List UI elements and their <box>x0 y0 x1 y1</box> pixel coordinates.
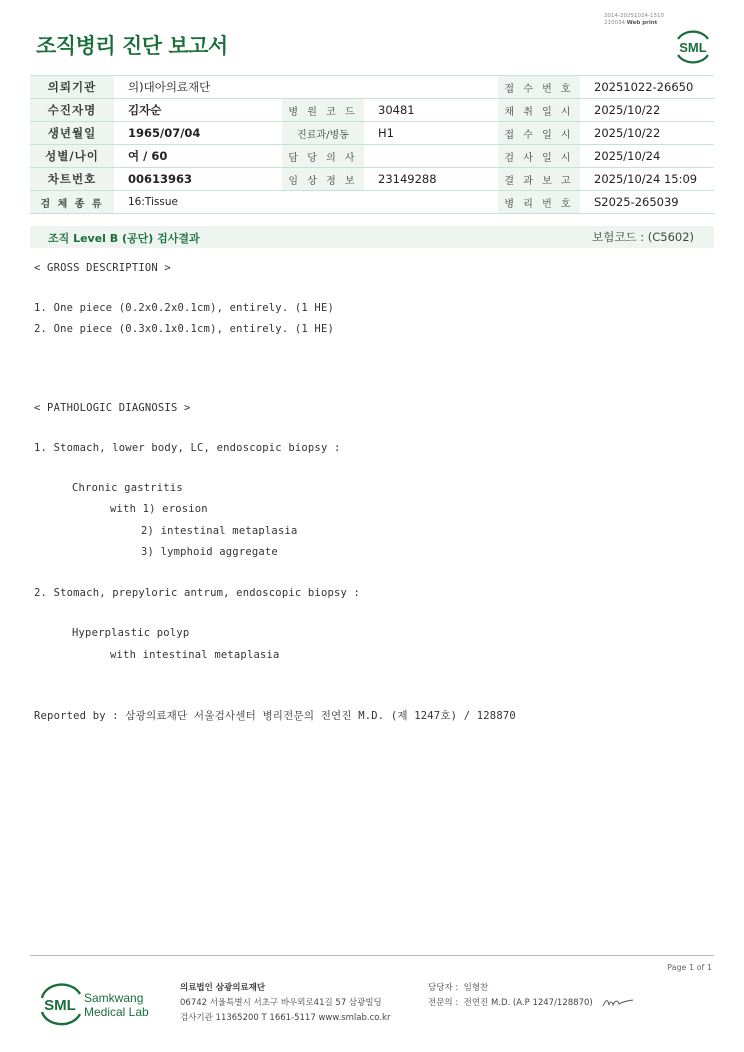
table-row <box>30 191 714 214</box>
section-title: 조직 Level B (공단) 검사결과 <box>48 232 200 245</box>
label-hospital-code: 병 원 코 드 <box>282 99 364 122</box>
specialist-label: 전문의 : <box>428 998 459 1008</box>
label-test-date: 검 사 일 시 <box>498 145 580 168</box>
value-test-date: 2025/10/24 <box>580 145 714 168</box>
label-pathology-number: 병 리 번 호 <box>498 191 580 214</box>
value-attending-physician <box>364 145 498 168</box>
footer-logo-line2: Medical Lab <box>84 1005 149 1019</box>
footer-organization-info <box>180 981 390 1026</box>
gross-item-1: 1. One piece (0.2x0.2x0.1cm), entirely. (1 HE) <box>34 302 334 314</box>
value-collection-date: 2025/10/22 <box>580 99 714 122</box>
label-sex-age: 성별/나이 <box>30 145 114 168</box>
value-requesting-institution: 의)대아의료재단 <box>114 76 498 99</box>
diagnosis-1-with-2: 2) intestinal metaplasia <box>141 525 298 537</box>
value-department-ward: H1 <box>364 122 498 145</box>
footer-divider <box>30 955 714 956</box>
label-department-ward: 진료과/병동 <box>282 122 364 145</box>
label-clinical-info: 임 상 정 보 <box>282 168 364 191</box>
value-result-report: 2025/10/24 15:09 <box>580 168 714 191</box>
diagnosis-2-with: with intestinal metaplasia <box>110 649 280 661</box>
diagnosis-1-site: 1. Stomach, lower body, LC, endoscopic biopsy : <box>34 442 341 454</box>
label-requesting-institution: 의뢰기관 <box>30 76 114 99</box>
patient-info-table <box>30 75 714 214</box>
label-collection-date: 채 취 일 시 <box>498 99 580 122</box>
value-pathology-number: S2025-265039 <box>580 191 714 214</box>
label-birth-date: 생년월일 <box>30 122 114 145</box>
label-result-report: 결 과 보 고 <box>498 168 580 191</box>
label-chart-number: 차트번호 <box>30 168 114 191</box>
insurance-code: 보험코드 : (C5602) <box>592 230 694 244</box>
label-receipt-date: 접 수 일 시 <box>498 122 580 145</box>
table-row <box>30 168 714 191</box>
organization-address: 06742 서울특별시 서초구 바우뫼로41길 57 삼광빌딩 <box>180 998 382 1008</box>
value-sex-age: 여 / 60 <box>114 145 282 168</box>
result-section-bar <box>30 226 714 248</box>
diagnosis-2-finding: Hyperplastic polyp <box>72 627 190 639</box>
value-specimen-type: 16:Tissue <box>114 191 498 214</box>
diagnosis-2-site: 2. Stomach, prepyloric antrum, endoscopic biopsy : <box>34 587 361 599</box>
pathologic-diagnosis-header: < PATHOLOGIC DIAGNOSIS > <box>34 402 191 414</box>
table-row <box>30 145 714 168</box>
footer-staff-info <box>428 981 635 1011</box>
value-receipt-number: 20251022-26650 <box>580 76 714 99</box>
table-row <box>30 76 714 99</box>
staff-name: 임형찬 <box>463 983 489 993</box>
web-print-tag: Web print <box>626 20 658 26</box>
label-receipt-number: 접 수 번 호 <box>498 76 580 99</box>
logo-text: SML <box>679 40 707 55</box>
table-row <box>30 99 714 122</box>
footer-logo-sml: SML <box>44 997 76 1014</box>
diagnosis-1-finding: Chronic gastritis <box>72 482 183 494</box>
reported-by: Reported by : 삼광의료재단 서울검사센터 병리전문의 전연진 M.D. (제 1247호) / 128870 <box>34 710 516 722</box>
label-patient-name: 수진자명 <box>30 99 114 122</box>
doc-id-line1: 3014-20251024-1510 <box>604 13 664 19</box>
organization-contact: 검사기관 11365200 T 1661-5117 www.smlab.co.kr <box>180 1013 391 1023</box>
gross-item-2: 2. One piece (0.3x0.1x0.1cm), entirely. (1 HE) <box>34 323 334 335</box>
label-attending-physician: 담 당 의 사 <box>282 145 364 168</box>
page-number: Page 1 of 1 <box>667 963 712 972</box>
value-patient-name: 김자순 <box>114 99 282 122</box>
samkwang-logo-icon <box>38 980 170 1028</box>
diagnosis-1-with-3: 3) lymphoid aggregate <box>141 546 278 558</box>
document-id <box>604 13 664 27</box>
label-specimen-type: 검 체 종 류 <box>30 191 114 214</box>
organization-name: 의료법인 삼광의료재단 <box>180 983 266 993</box>
specialist-name: 전연진 M.D. (A.P 1247/128870) <box>463 998 593 1008</box>
value-clinical-info: 23149288 <box>364 168 498 191</box>
sml-logo-icon <box>672 25 714 65</box>
doc-id-number: 210034 <box>604 20 625 26</box>
report-title: 조직병리 진단 보고서 <box>36 34 228 58</box>
diagnosis-1-with-1: with 1) erosion <box>110 503 208 515</box>
value-receipt-date: 2025/10/22 <box>580 122 714 145</box>
signature-icon <box>601 997 635 1009</box>
value-hospital-code: 30481 <box>364 99 498 122</box>
value-chart-number: 00613963 <box>114 168 282 191</box>
gross-description-header: < GROSS DESCRIPTION > <box>34 262 171 274</box>
table-row <box>30 122 714 145</box>
staff-label: 담당자 : <box>428 983 459 993</box>
value-birth-date: 1965/07/04 <box>114 122 282 145</box>
footer-logo-line1: Samkwang <box>84 991 144 1005</box>
